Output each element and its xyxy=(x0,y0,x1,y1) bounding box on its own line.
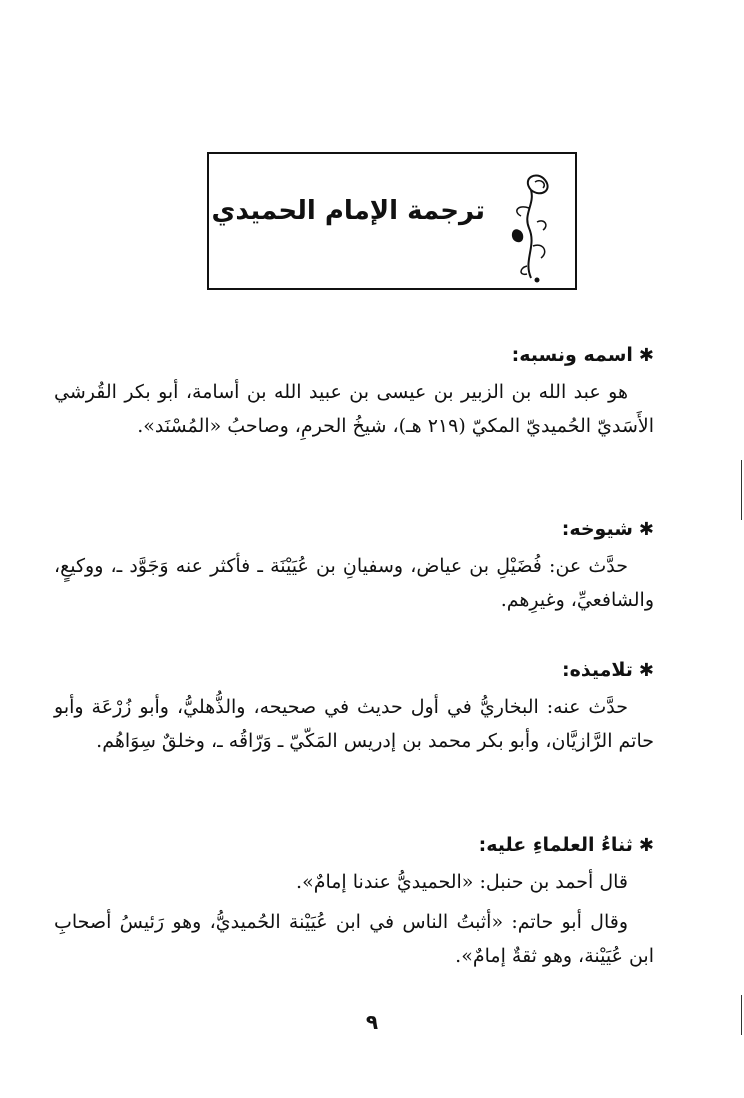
paragraph: وقال أبو حاتم: «أثبتُ الناس في ابن عُيَيْنة الحُميديُّ، وهو رَئيسُ أصحابِ ابن عُيَيْنة، وهو ثقةٌ إمامٌ». xyxy=(54,911,654,967)
section-teachers xyxy=(54,514,654,617)
heading-text: شيوخه: xyxy=(561,518,633,540)
paragraph: قال أحمد بن حنبل: «الحميديُّ عندنا إمامٌ». xyxy=(296,871,628,893)
paragraph: هو عبد الله بن الزبير بن عيسى بن عبيد الله بن أسامة، أبو بكر القُرشي الأَسَديّ الحُميديّ المكيّ (٢١٩ هـ)، شيخُ الحرمِ، وصاحبُ «المُسْنَد». xyxy=(54,381,654,437)
paragraph: حدَّث عن: فُضَيْلِ بن عياض، وسفيانِ بن عُيَيْنَة ـ فأكثر عنه وَجَوَّد ـ، ووكيعٍ، والشافعيِّ، وغيرِهم. xyxy=(54,555,654,611)
asterisk-icon: ✱ xyxy=(638,835,654,856)
section-heading xyxy=(54,340,654,371)
asterisk-icon: ✱ xyxy=(638,660,654,681)
section-heading xyxy=(54,514,654,545)
heading-text: تلاميذه: xyxy=(562,659,633,681)
section-heading xyxy=(54,830,654,861)
scan-edge-mark xyxy=(741,995,742,1035)
asterisk-icon: ✱ xyxy=(638,345,654,366)
section-name-lineage xyxy=(54,340,654,443)
page-title: ترجمة الإمام الحميدي xyxy=(211,196,485,226)
page-number: ٩ xyxy=(365,1010,379,1034)
asterisk-icon: ✱ xyxy=(638,519,654,540)
section-students xyxy=(54,655,654,758)
heading-text: اسمه ونسبه: xyxy=(511,344,633,366)
paragraph: حدَّث عنه: البخاريُّ في أول حديث في صحيحه، والذُّهليُّ، وأبو زُرْعَة وأبو حاتم الرَّازيَّان، وأبو بكر محمد بن إدريس المَكّيّ ـ وَرّاقُه ـ، وخلقٌ سِوَاهُم. xyxy=(54,696,654,752)
section-praise xyxy=(54,830,654,973)
heading-text: ثناءُ العلماءِ عليه: xyxy=(478,834,633,856)
flower-ornament-icon xyxy=(501,168,561,286)
section-heading xyxy=(54,655,654,686)
scan-edge-mark xyxy=(741,460,742,520)
title-frame xyxy=(207,152,577,290)
